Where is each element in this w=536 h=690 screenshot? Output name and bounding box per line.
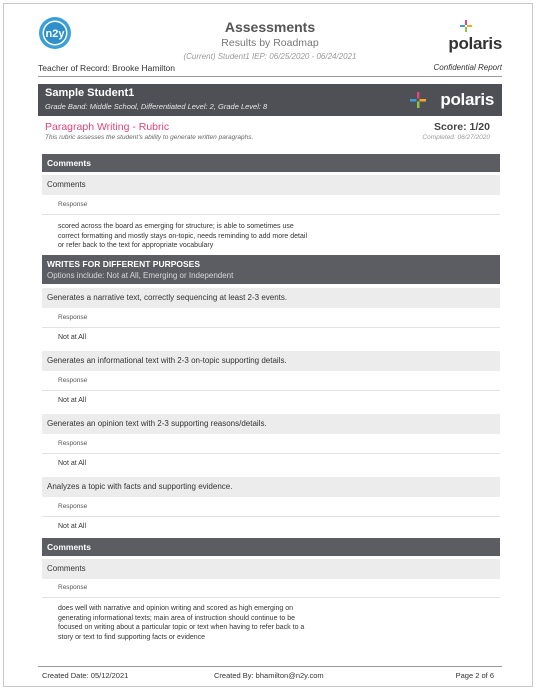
student-name: Sample Student1 bbox=[45, 87, 135, 99]
page-subtitle: Results by Roadmap bbox=[221, 37, 319, 49]
student-banner bbox=[38, 84, 502, 116]
footer-created-date: Created Date: 05/12/2021 bbox=[42, 671, 129, 680]
confidential-label: Confidential Report bbox=[433, 63, 502, 72]
rubric-description: This rubric assesses the student's ability to generate written paragraphs. bbox=[45, 134, 254, 141]
response-answer: Not at All bbox=[58, 523, 87, 530]
page-title: Assessments bbox=[224, 19, 316, 35]
section-header-comments bbox=[42, 154, 500, 172]
comment-response bbox=[58, 604, 368, 642]
question-text: Comments bbox=[47, 564, 86, 573]
response-label: Response bbox=[58, 584, 88, 591]
row-divider bbox=[42, 516, 500, 517]
polaris-star-icon bbox=[410, 92, 426, 108]
question-row bbox=[42, 288, 500, 308]
polaris-star-icon bbox=[460, 20, 472, 32]
section-header-purposes bbox=[42, 255, 500, 284]
iep-line: (Current) Student1 IEP: 06/25/2020 - 06/24/2021 bbox=[183, 52, 357, 61]
row-divider bbox=[42, 327, 500, 328]
question-row bbox=[42, 477, 500, 497]
comment-line: focused on writing about a particular topic or text when having to refer back to a bbox=[58, 624, 305, 631]
teacher-of-record: Teacher of Record: Brooke Hamilton bbox=[38, 63, 176, 73]
response-label: Response bbox=[58, 201, 88, 208]
student-info: Grade Band: Middle School, Differentiated Level: 2, Grade Level: 8 bbox=[45, 102, 268, 111]
question-text: Comments bbox=[47, 180, 86, 189]
banner-polaris-text: polaris bbox=[440, 90, 494, 109]
comment-line: does well with narrative and opinion writing and scored as high emerging on bbox=[58, 605, 294, 612]
section-header-comments bbox=[42, 538, 500, 556]
row-divider bbox=[42, 597, 500, 598]
row-divider bbox=[42, 453, 500, 454]
question-row bbox=[42, 414, 500, 434]
comment-line: story or text to find supporting facts or evidence bbox=[58, 633, 206, 641]
n2y-logo-text: n2y bbox=[45, 28, 65, 40]
section-options: Options include: Not at All, Emerging or Independent bbox=[47, 271, 234, 280]
question-row bbox=[42, 351, 500, 371]
report-header bbox=[38, 16, 502, 76]
footer-divider bbox=[38, 666, 502, 667]
rubric-score: Score: 1/20 bbox=[433, 121, 490, 133]
completed-date: Completed: 06/27/2020 bbox=[422, 134, 490, 141]
footer-created-by: Created By: bhamilton@n2y.com bbox=[214, 671, 324, 680]
comment-line: or refer back to the text for appropriate vocabulary bbox=[58, 242, 214, 249]
question-row bbox=[42, 175, 500, 195]
response-label: Response bbox=[58, 440, 88, 447]
comment-line: correct formatting and mostly stays on-topic, needs reminding to add more detail bbox=[58, 232, 308, 240]
comment-line: scored across the board as emerging for structure; is able to sometimes use bbox=[58, 223, 294, 230]
response-label: Response bbox=[58, 377, 88, 384]
footer-page-number: Page 2 of 6 bbox=[455, 671, 494, 680]
header-divider bbox=[38, 76, 502, 77]
question-row bbox=[42, 559, 500, 579]
response-label: Response bbox=[58, 503, 88, 510]
response-answer: Not at All bbox=[58, 334, 87, 341]
response-answer: Not at All bbox=[58, 397, 87, 404]
row-divider bbox=[42, 390, 500, 391]
question-text: Generates an opinion text with 2-3 supporting reasons/details. bbox=[47, 419, 267, 428]
report-page bbox=[3, 3, 533, 687]
row-divider bbox=[42, 214, 500, 215]
comment-line: generating informational texts; main area of instruction should continue to be bbox=[58, 614, 295, 622]
response-answer: Not at All bbox=[58, 460, 87, 467]
section-title: Comments bbox=[47, 542, 91, 552]
comment-response bbox=[58, 222, 358, 251]
question-text: Generates a narrative text, correctly sequencing at least 2-3 events. bbox=[47, 293, 288, 302]
rubric-title: Paragraph Writing - Rubric bbox=[45, 121, 170, 133]
polaris-logo bbox=[432, 28, 502, 53]
section-title: Comments bbox=[47, 158, 91, 168]
question-text: Generates an informational text with 2-3 on-topic supporting details. bbox=[47, 356, 287, 365]
section-title: WRITES FOR DIFFERENT PURPOSES bbox=[47, 259, 201, 269]
polaris-logo-text: polaris bbox=[448, 34, 502, 53]
banner-polaris-logo bbox=[410, 89, 494, 111]
response-label: Response bbox=[58, 314, 88, 321]
question-text: Analyzes a topic with facts and supporting evidence. bbox=[47, 482, 233, 491]
